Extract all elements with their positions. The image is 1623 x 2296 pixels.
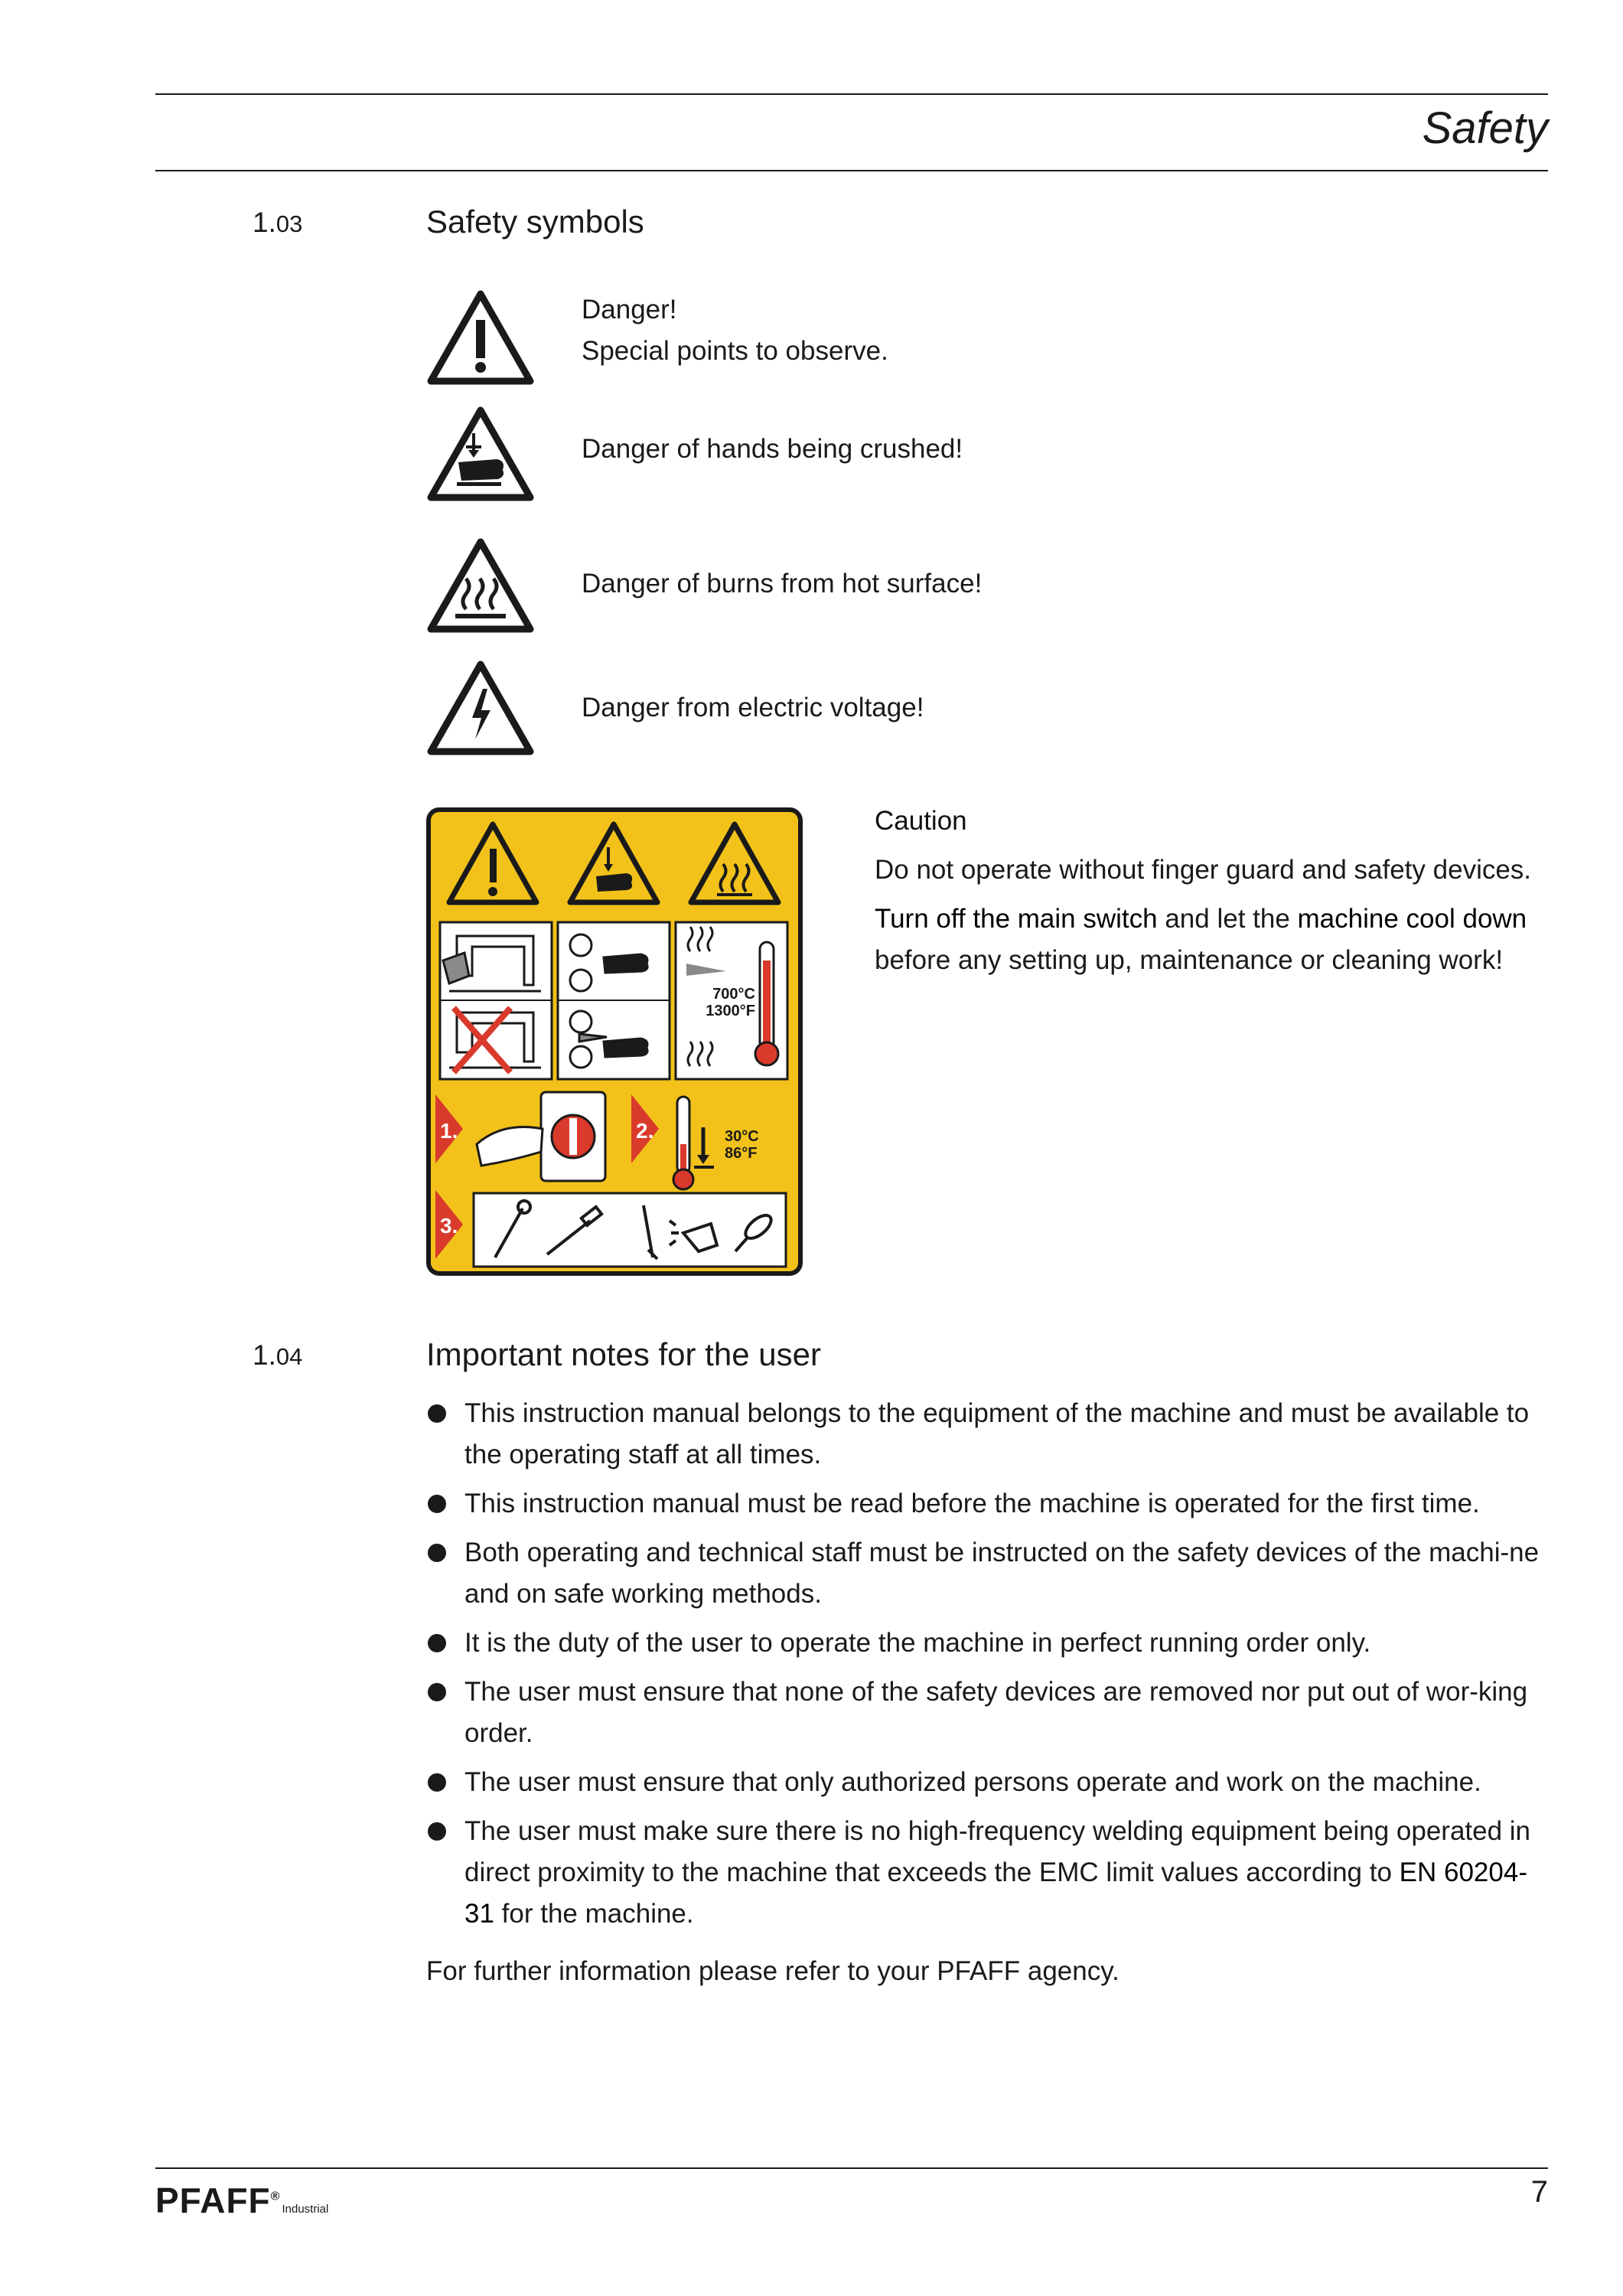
symbol-danger-text: Danger!	[582, 295, 677, 325]
label-temp-cool-f: 86°F	[725, 1145, 758, 1162]
list-item: Both operating and technical staff must be instructed on the safety devices of the machi-ne and on safe working methods.	[426, 1532, 1551, 1615]
section-number-103: 1.03	[253, 207, 303, 238]
caution-line-2: Turn off the main switch and let the machine cool down before any setting up, maintenance or cleaning work!	[875, 904, 1527, 975]
section-number-104: 1.04	[253, 1339, 303, 1371]
further-information-text: For further information please refer to your PFAFF agency.	[426, 1956, 1119, 1986]
electric-voltage-icon	[426, 660, 535, 756]
caution-heading: Caution	[875, 806, 967, 836]
label-temp-hot-c: 700°C	[712, 986, 755, 1003]
important-notes-list	[426, 1393, 1551, 1942]
header-rule-bottom	[155, 170, 1548, 171]
label-step-1: 1.	[440, 1119, 458, 1143]
symbol-row-hand-crush	[426, 406, 1498, 504]
list-item: The user must ensure that only authorized persons operate and work on the machine.	[426, 1762, 1551, 1803]
machine-warning-label	[426, 807, 803, 1276]
list-item: This instruction manual belongs to the equipment of the machine and must be available to the operating staff at all times.	[426, 1393, 1551, 1476]
page-header-title: Safety	[1422, 103, 1548, 153]
bullet-icon	[428, 1683, 446, 1701]
footer-rule	[155, 2167, 1548, 2169]
bullet-icon	[428, 1544, 446, 1562]
list-item: The user must make sure there is no high-frequency welding equipment being operated in direct proximity to the machine that exceeds the EMC limit values according to EN 60204-31 for the machine.	[426, 1811, 1551, 1935]
symbol-danger-subtext: Special points to observe.	[582, 336, 888, 366]
label-step-2: 2.	[636, 1119, 654, 1143]
caution-block	[875, 801, 1548, 989]
warning-exclamation-icon	[426, 289, 535, 386]
list-item: It is the duty of the user to operate the machine in perfect running order only.	[426, 1623, 1551, 1664]
pfaff-logo: PFAFF®Industrial	[155, 2180, 329, 2220]
hot-surface-icon	[426, 537, 535, 634]
bullet-icon	[428, 1822, 446, 1841]
page-number: 7	[1530, 2175, 1548, 2209]
label-temp-cool-c: 30°C	[725, 1128, 759, 1145]
section-title-important-notes: Important notes for the user	[426, 1336, 821, 1372]
list-item: The user must ensure that none of the safety devices are removed nor put out of wor-king order.	[426, 1671, 1551, 1754]
symbol-row-danger	[426, 289, 1498, 387]
header-rule-top	[155, 93, 1548, 95]
caution-line-1: Do not operate without finger guard and safety devices.	[875, 855, 1532, 885]
bullet-icon	[428, 1773, 446, 1792]
label-temp-hot-f: 1300°F	[706, 1003, 755, 1019]
section-title-safety-symbols: Safety symbols	[426, 204, 644, 240]
symbol-hot-surface-text: Danger of burns from hot surface!	[582, 569, 983, 598]
bullet-icon	[428, 1634, 446, 1652]
symbol-electric-text: Danger from electric voltage!	[582, 693, 924, 722]
symbol-row-hot-surface	[426, 537, 1498, 635]
label-step-3: 3.	[440, 1214, 458, 1238]
symbol-hand-crush-text: Danger of hands being crushed!	[582, 434, 963, 464]
list-item: This instruction manual must be read before the machine is operated for the first time.	[426, 1483, 1551, 1525]
bullet-icon	[428, 1495, 446, 1513]
hand-crush-icon	[426, 406, 535, 502]
bullet-icon	[428, 1404, 446, 1423]
symbol-row-electric	[426, 660, 1498, 758]
